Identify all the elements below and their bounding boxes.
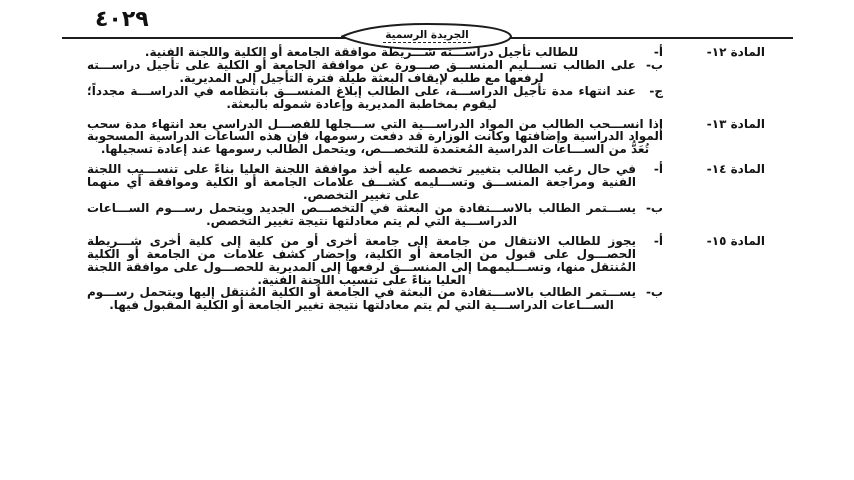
clause-14-a	[87, 163, 663, 202]
clause-marker: ج-	[649, 83, 663, 98]
article-14-label: المادة ١٤-	[706, 162, 765, 177]
clause-15-b	[87, 286, 663, 312]
clause-12-j	[87, 85, 663, 111]
article-14-clauses	[87, 163, 663, 228]
article-14	[87, 163, 765, 228]
article-13	[87, 118, 765, 157]
article-15	[87, 235, 765, 312]
clause-marker: ب-	[645, 285, 663, 300]
article-15-clauses	[87, 235, 663, 312]
clause-text: على الطالب تســـليم المنســـق صـــورة عن موافقة الجامعة أو الكلية على تأجيل دراســـته لرفعها مع طلبه لإيقاف البعثة طيلة فترة التأجيل إلى المديرية.	[87, 57, 636, 85]
clause-12-b	[87, 59, 663, 85]
article-12	[87, 46, 765, 111]
clause-text: يجوز للطالب الانتقال من جامعة إلى جامعة أخرى أو من كلية إلى كلية أخرى شـــريطة الحصـــول على قبول من الجامعة أو الكلية، وإحضار كشف علامات من الجامعة أو الكلية المُنتقل منها، وتســـليمهما إلى المنســـق لرفعها إلى المديرية للحصـــول على موافقة اللجنة العليا بناءً على تنسيب اللجنة الفنية.	[87, 233, 636, 287]
clause-text: يســـتمر الطالب بالاســـتفادة من البعثة في الجامعة أو الكلية المُنتقل إليها ويتحمل رســـوم الســـاعات الدراســـية التي لم يتم معادلتها نتيجة تغيير الجامعة أو الكلية المقبول فيها.	[87, 285, 636, 313]
clause-12-a	[87, 46, 663, 59]
clause-text: إذا انســـحب الطالب من المواد الدراســـية التي ســـجلها للفصـــل الدراسي بعد انتهاء مدة سحب المواد الدراسية وإضافتها وكانت الوزارة قد دفعت رسومها، فإن هذه الساعات الدراسية المسحوبة تُعَدُّ من الســـاعات الدراسية المُعتمدة للتخصـــص، ويتحمل الطالب رسومها عند إعادة تسجيلها.	[87, 116, 663, 157]
article-13-clauses	[87, 118, 663, 157]
clause-marker: ب-	[645, 200, 663, 215]
clause-text: عند انتهاء مدة تأجيل الدراســـة، على الطالب إبلاغ المنســـق بانتظامه في الدراســـة مجدداً؛ ليقوم بمخاطبة المديرية وإعادة شموله بالبعثة.	[87, 83, 636, 111]
clause-marker: أ-	[653, 233, 663, 248]
article-13-label: المادة ١٣-	[706, 116, 765, 131]
clause-14-b	[87, 202, 663, 228]
clause-text: في حال رغب الطالب بتغيير تخصصه عليه أخذ موافقة اللجنة العليا بناءً على تنســـيب اللجنة الفنية ومراجعة المنســـق وتســـليمه كشـــف علامات الجامعة أو الكلية وموافقة أي منهما على تغيير التخصص.	[87, 162, 636, 203]
clause-marker: ب-	[645, 57, 663, 72]
clause-text: يســـتمر الطالب بالاســـتفادة من البعثة في التخصـــص الجديد ويتحمل رســـوم الســـاعات الدراســـية التي لم يتم معادلتها نتيجة تغيير التخصص.	[87, 200, 636, 228]
clause-15-a	[87, 235, 663, 287]
clause-13	[87, 118, 663, 157]
clause-text: للطالب تأجيل دراســـته شـــريطة موافقة الجامعة أو الكلية واللجنة الفنية.	[144, 45, 579, 59]
gazette-title-wrap	[341, 29, 513, 41]
gazette-title: الجريدة الرسمية	[385, 29, 469, 41]
article-15-label: المادة ١٥-	[706, 233, 765, 248]
article-12-clauses	[87, 46, 663, 111]
clause-marker: أ-	[653, 162, 663, 177]
clause-marker: أ-	[653, 45, 663, 59]
articles-body	[87, 46, 765, 319]
article-12-label: المادة ١٢-	[706, 45, 765, 59]
page-number: ٤٠٢٩	[95, 7, 149, 32]
